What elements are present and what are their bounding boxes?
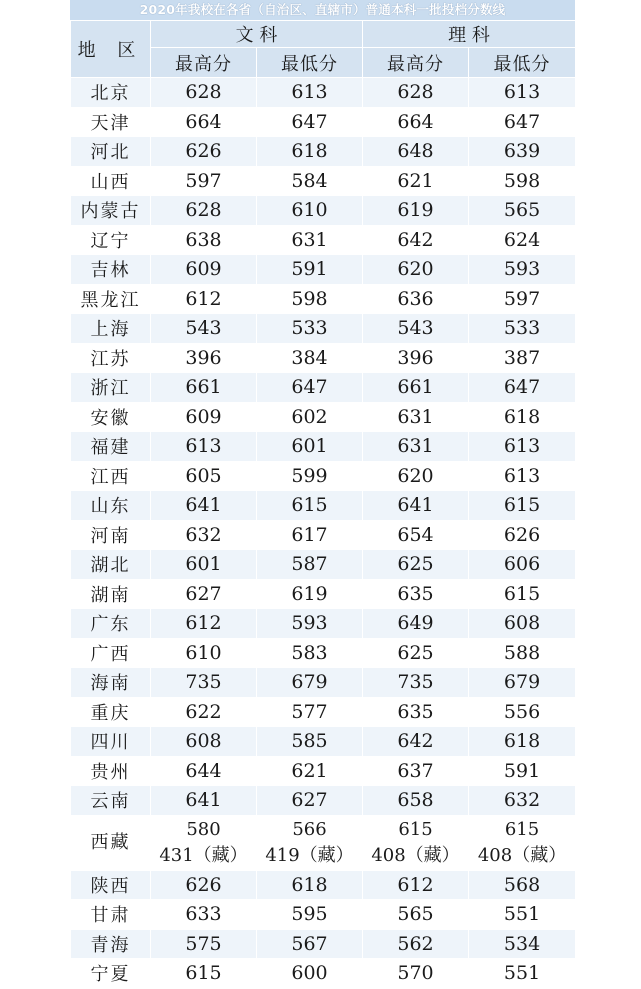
score-cell: 679 — [469, 668, 576, 698]
score-cell: 641 — [151, 786, 257, 816]
score-cell: 599 — [257, 461, 363, 491]
score-cell: 625 — [363, 550, 469, 580]
table-row — [71, 638, 576, 668]
region-cell: 宁夏 — [71, 959, 151, 989]
table-row — [71, 284, 576, 314]
score-cell: 591 — [257, 255, 363, 285]
table-row — [71, 929, 576, 959]
score-cell: 551 — [469, 900, 576, 930]
score-cell: 613 — [469, 461, 576, 491]
score-cell: 584 — [257, 166, 363, 196]
score-cell: 608 — [151, 727, 257, 757]
score-cell: 628 — [151, 196, 257, 226]
score-cell: 644 — [151, 756, 257, 786]
table-row — [71, 432, 576, 462]
score-cell: 619 — [363, 196, 469, 226]
score-value-tibetan: 408（藏） — [477, 844, 567, 866]
score-cell: 620 — [363, 461, 469, 491]
score-cell: 606 — [469, 550, 576, 580]
score-cell: 615 — [469, 579, 576, 609]
score-cell — [363, 815, 469, 870]
score-cell: 609 — [151, 402, 257, 432]
region-cell: 江苏 — [71, 343, 151, 373]
score-cell — [151, 815, 257, 870]
score-cell: 642 — [363, 225, 469, 255]
header-row-1 — [71, 21, 576, 48]
score-cell: 679 — [257, 668, 363, 698]
score-cell: 534 — [469, 929, 576, 959]
score-cell: 597 — [151, 166, 257, 196]
region-cell: 浙江 — [71, 373, 151, 403]
score-cell: 601 — [151, 550, 257, 580]
score-cell: 613 — [151, 432, 257, 462]
score-cell: 735 — [151, 668, 257, 698]
score-cell: 565 — [363, 900, 469, 930]
region-cell: 山东 — [71, 491, 151, 521]
score-value-tibetan: 419（藏） — [265, 844, 354, 866]
score-cell: 631 — [257, 225, 363, 255]
score-value-tibetan: 408（藏） — [371, 844, 460, 866]
score-cell: 605 — [151, 461, 257, 491]
score-cell: 621 — [257, 756, 363, 786]
arts-header: 文 科 — [151, 21, 363, 48]
score-cell: 637 — [363, 756, 469, 786]
score-value: 615 — [398, 818, 433, 840]
score-cell: 618 — [257, 137, 363, 167]
score-cell: 588 — [469, 638, 576, 668]
table-row — [71, 756, 576, 786]
score-cell: 591 — [469, 756, 576, 786]
table-row — [71, 609, 576, 639]
score-cell: 585 — [257, 727, 363, 757]
table-row — [71, 343, 576, 373]
score-cell: 654 — [363, 520, 469, 550]
region-cell: 北京 — [71, 78, 151, 108]
region-cell: 青海 — [71, 929, 151, 959]
score-cell: 620 — [363, 255, 469, 285]
region-cell: 山西 — [71, 166, 151, 196]
score-cell: 593 — [469, 255, 576, 285]
score-cell: 556 — [469, 697, 576, 727]
score-cell: 626 — [469, 520, 576, 550]
score-cell: 621 — [363, 166, 469, 196]
arts-min-header: 最低分 — [257, 48, 363, 78]
score-cell: 631 — [363, 432, 469, 462]
score-cell: 635 — [363, 697, 469, 727]
score-cell: 551 — [469, 959, 576, 989]
table-row — [71, 786, 576, 816]
region-cell: 海南 — [71, 668, 151, 698]
score-cell: 628 — [151, 78, 257, 108]
table-row — [71, 107, 576, 137]
region-cell: 江西 — [71, 461, 151, 491]
score-cell: 619 — [257, 579, 363, 609]
score-cell: 627 — [151, 579, 257, 609]
score-cell: 543 — [151, 314, 257, 344]
table-row — [71, 579, 576, 609]
score-cell: 612 — [151, 284, 257, 314]
score-cell: 608 — [469, 609, 576, 639]
score-cell: 641 — [363, 491, 469, 521]
table-row — [71, 373, 576, 403]
region-cell: 湖南 — [71, 579, 151, 609]
region-cell: 天津 — [71, 107, 151, 137]
table-row — [71, 225, 576, 255]
score-cell: 613 — [257, 78, 363, 108]
score-cell — [257, 815, 363, 870]
region-cell: 上海 — [71, 314, 151, 344]
score-cell: 615 — [469, 491, 576, 521]
region-cell: 安徽 — [71, 402, 151, 432]
score-cell: 587 — [257, 550, 363, 580]
score-cell: 613 — [469, 432, 576, 462]
table-row — [71, 196, 576, 226]
table-row — [71, 520, 576, 550]
region-cell: 西藏 — [71, 815, 151, 870]
table-row — [71, 491, 576, 521]
score-cell: 583 — [257, 638, 363, 668]
region-cell: 福建 — [71, 432, 151, 462]
score-cell: 626 — [151, 870, 257, 900]
score-cell: 610 — [257, 196, 363, 226]
score-cell: 661 — [151, 373, 257, 403]
score-cell: 568 — [469, 870, 576, 900]
score-cell: 396 — [363, 343, 469, 373]
score-cell: 601 — [257, 432, 363, 462]
score-cell: 598 — [469, 166, 576, 196]
table-row — [71, 668, 576, 698]
table-row — [71, 697, 576, 727]
table-row — [71, 461, 576, 491]
score-cell: 628 — [363, 78, 469, 108]
region-cell: 四川 — [71, 727, 151, 757]
score-cell: 647 — [257, 107, 363, 137]
region-cell: 甘肃 — [71, 900, 151, 930]
score-cell: 570 — [363, 959, 469, 989]
score-cell: 617 — [257, 520, 363, 550]
region-cell: 河南 — [71, 520, 151, 550]
score-cell: 647 — [469, 107, 576, 137]
score-cell: 627 — [257, 786, 363, 816]
score-cell: 647 — [257, 373, 363, 403]
score-cell: 609 — [151, 255, 257, 285]
arts-max-header: 最高分 — [151, 48, 257, 78]
score-cell: 618 — [257, 870, 363, 900]
score-cell — [469, 815, 576, 870]
region-cell: 云南 — [71, 786, 151, 816]
table-body — [71, 78, 576, 989]
score-cell: 598 — [257, 284, 363, 314]
score-cell: 618 — [469, 402, 576, 432]
score-cell: 648 — [363, 137, 469, 167]
score-cell: 735 — [363, 668, 469, 698]
table-row — [71, 166, 576, 196]
score-cell: 602 — [257, 402, 363, 432]
score-cell: 577 — [257, 697, 363, 727]
score-value-tibetan: 431（藏） — [159, 844, 248, 866]
score-cell: 625 — [363, 638, 469, 668]
region-cell: 河北 — [71, 137, 151, 167]
science-max-header: 最高分 — [363, 48, 469, 78]
table-row-tibet — [71, 815, 576, 870]
region-cell: 重庆 — [71, 697, 151, 727]
score-cell: 632 — [469, 786, 576, 816]
region-header: 地 区 — [71, 21, 151, 78]
score-cell: 641 — [151, 491, 257, 521]
score-cell: 618 — [469, 727, 576, 757]
score-cell: 533 — [469, 314, 576, 344]
science-header: 理 科 — [363, 21, 576, 48]
score-cell: 387 — [469, 343, 576, 373]
table-row — [71, 255, 576, 285]
score-cell: 600 — [257, 959, 363, 989]
region-cell: 湖北 — [71, 550, 151, 580]
score-value: 580 — [186, 818, 221, 840]
region-cell: 黑龙江 — [71, 284, 151, 314]
table-row — [71, 314, 576, 344]
score-cell: 642 — [363, 727, 469, 757]
score-cell: 647 — [469, 373, 576, 403]
score-cell: 624 — [469, 225, 576, 255]
score-cell: 533 — [257, 314, 363, 344]
region-cell: 广西 — [71, 638, 151, 668]
score-cell: 567 — [257, 929, 363, 959]
score-cell: 615 — [257, 491, 363, 521]
score-cell: 639 — [469, 137, 576, 167]
score-cell: 622 — [151, 697, 257, 727]
table-row — [71, 900, 576, 930]
table-row — [71, 870, 576, 900]
score-cell: 610 — [151, 638, 257, 668]
score-cell: 638 — [151, 225, 257, 255]
score-cell: 615 — [151, 959, 257, 989]
region-cell: 内蒙古 — [71, 196, 151, 226]
score-cell: 595 — [257, 900, 363, 930]
table-row — [71, 959, 576, 989]
score-cell: 613 — [469, 78, 576, 108]
region-cell: 吉林 — [71, 255, 151, 285]
region-cell: 广东 — [71, 609, 151, 639]
region-cell: 辽宁 — [71, 225, 151, 255]
table-row — [71, 78, 576, 108]
table-row — [71, 727, 576, 757]
score-cell: 649 — [363, 609, 469, 639]
score-cell: 636 — [363, 284, 469, 314]
score-cell: 658 — [363, 786, 469, 816]
score-cell: 562 — [363, 929, 469, 959]
score-cell: 631 — [363, 402, 469, 432]
score-value: 566 — [292, 818, 327, 840]
score-cell: 661 — [363, 373, 469, 403]
score-cell: 612 — [151, 609, 257, 639]
table-row — [71, 402, 576, 432]
score-cell: 396 — [151, 343, 257, 373]
score-cell: 593 — [257, 609, 363, 639]
score-cell: 632 — [151, 520, 257, 550]
score-cell: 543 — [363, 314, 469, 344]
table-row — [71, 550, 576, 580]
table-title: 2020年我校在各省（自治区、直辖市）普通本科一批投档分数线 — [70, 0, 575, 20]
score-cell: 575 — [151, 929, 257, 959]
score-value: 615 — [504, 818, 540, 840]
score-cell: 597 — [469, 284, 576, 314]
region-cell: 陕西 — [71, 870, 151, 900]
score-cell: 635 — [363, 579, 469, 609]
score-cell: 664 — [363, 107, 469, 137]
score-cell: 626 — [151, 137, 257, 167]
score-cell: 633 — [151, 900, 257, 930]
table-row — [71, 137, 576, 167]
science-min-header: 最低分 — [469, 48, 576, 78]
score-cell: 565 — [469, 196, 576, 226]
score-cell: 384 — [257, 343, 363, 373]
score-cell: 664 — [151, 107, 257, 137]
region-cell: 贵州 — [71, 756, 151, 786]
score-table — [70, 20, 576, 989]
score-cell: 612 — [363, 870, 469, 900]
